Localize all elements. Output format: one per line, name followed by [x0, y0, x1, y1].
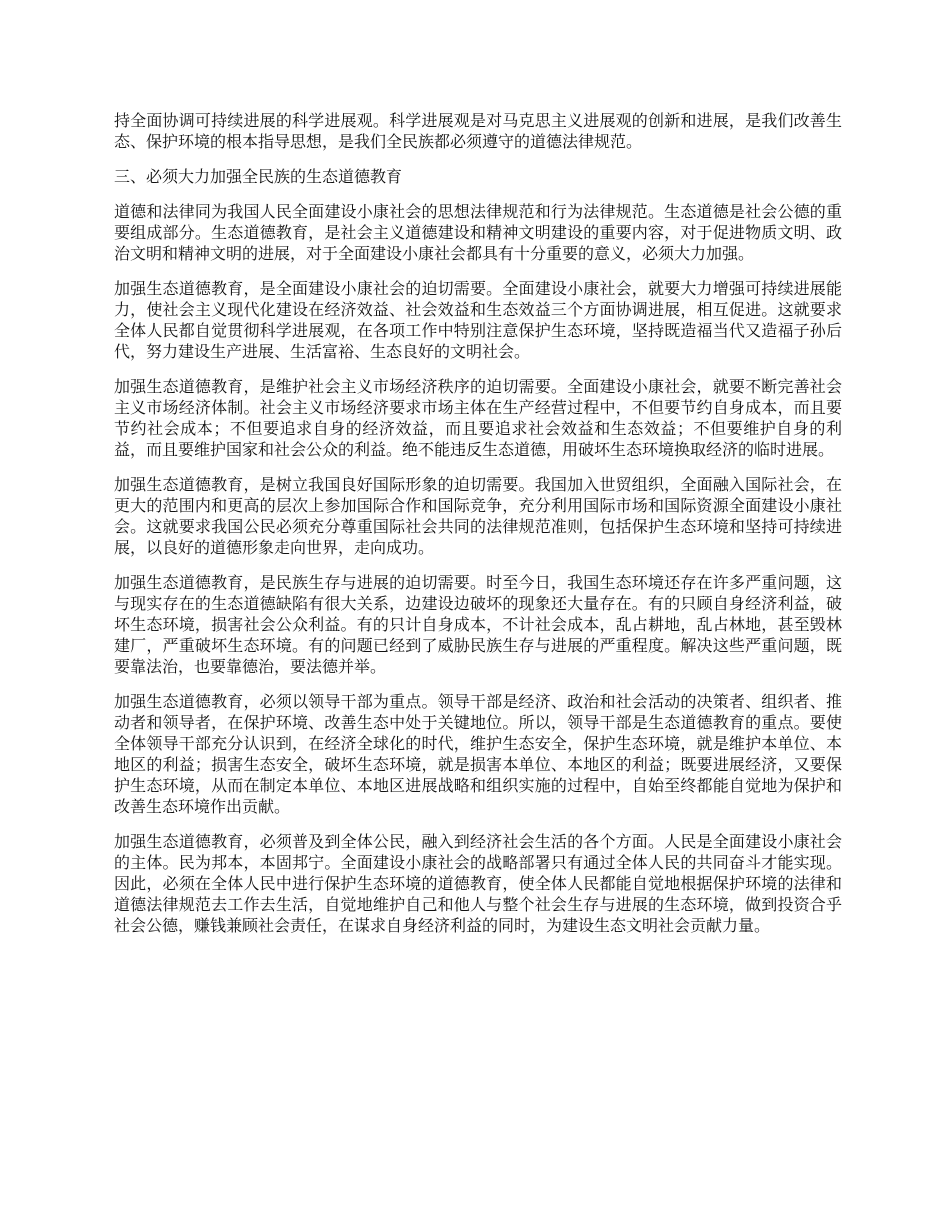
paragraph-all-citizens: 加强生态道德教育，必须普及到全体公民，融入到经济社会生活的各个方面。人民是全面建设小康社会的主体。民为邦本，本固邦宁。全面建设小康社会的战略部署只有通过全体人民的共同奋斗才能实现。因此，必须在全体人民中进行保护生态环境的道德教育，使全体人民都能自觉地根据保护环境的法律和道德法律规范去工作去生活，自觉地维护自己和他人与整个社会生存与进展的生态环境，做到投资合乎社会公德，赚钱兼顾社会责任，在谋求自身经济利益的同时，为建设生态文明社会贡献力量。	[114, 832, 842, 935]
paragraph-international-image: 加强生态道德教育，是树立我国良好国际形象的迫切需要。我国加入世贸组织，全面融入国际社会，在更大的范围内和更高的层次上参加国际合作和国际竞争，充分利用国际市场和国际资源全面建设小康社会。这就要求我国公民必须充分尊重国际社会共同的法律规范准则，包括保护生态环境和坚持可持续进展，以良好的道德形象走向世界，走向成功。	[114, 475, 842, 557]
paragraph-leading-cadres: 加强生态道德教育，必须以领导干部为重点。领导干部是经济、政治和社会活动的决策者、组织者、推动者和领导者，在保护环境、改善生态中处于关键地位。所以，领导干部是生态道德教育的重点。要使全体领导干部充分认识到，在经济全球化的时代，维护生态安全，保护生态环境，就是维护本单位、本地区的利益；损害生态安全，破坏生态环境，就是损害本单位、本地区的利益；既要进展经济，又要保护生态环境，从而在制定本单位、本地区进展战略和组织实施的过程中，自始至终都能自觉地为保护和改善生态环境作出贡献。	[114, 692, 842, 816]
paragraph-intro: 持全面协调可持续进展的科学进展观。科学进展观是对马克思主义进展观的创新和进展，是我们改善生态、保护环境的根本指导思想，是我们全民族都必须遵守的道德法律规范。	[114, 111, 842, 151]
paragraph-xiaokang-need: 加强生态道德教育，是全面建设小康社会的迫切需要。全面建设小康社会，就要大力增强可持续进展能力，使社会主义现代化建设在经济效益、社会效益和生态效益三个方面协调进展，相互促进。这就要求全体人民都自觉贯彻科学进展观，在各项工作中特别注意保护生态环境，坚持既造福当代又造福子孙后代，努力建设生产进展、生活富裕、生态良好的文明社会。	[114, 279, 842, 361]
section-heading: 三、必须大力加强全民族的生态道德教育	[114, 167, 403, 186]
paragraph-market-order: 加强生态道德教育，是维护社会主义市场经济秩序的迫切需要。全面建设小康社会，就要不断完善社会主义市场经济体制。社会主义市场经济要求市场主体在生产经营过程中，不但要节约自身成本，而且要节约社会成本；不但要追求自身的经济效益，而且要追求社会效益和生态效益；不但要维护自身的利益，而且要维护国家和社会公众的利益。绝不能违反生态道德，用破坏生态环境换取经济的临时进展。	[114, 377, 842, 459]
document-page	[114, 110, 842, 950]
paragraph-national-survival: 加强生态道德教育，是民族生存与进展的迫切需要。时至今日，我国生态环境还存在许多严重问题，这与现实存在的生态道德缺陷有很大关系，边建设边破坏的现象还大量存在。有的只顾自身经济利益，破坏生态环境，损害社会公众利益。有的只计自身成本，不计社会成本，乱占耕地，乱占林地，甚至毁林建厂，严重破坏生态环境。有的问题已经到了威胁民族生存与进展的严重程度。解决这些严重问题，既要靠法治，也要靠德治，要法德并举。	[114, 573, 842, 676]
paragraph-morality-law: 道德和法律同为我国人民全面建设小康社会的思想法律规范和行为法律规范。生态道德是社会公德的重要组成部分。生态道德教育，是社会主义道德建设和精神文明建设的重要内容，对于促进物质文明、政治文明和精神文明的进展，对于全面建设小康社会都具有十分重要的意义，必须大力加强。	[114, 202, 842, 263]
